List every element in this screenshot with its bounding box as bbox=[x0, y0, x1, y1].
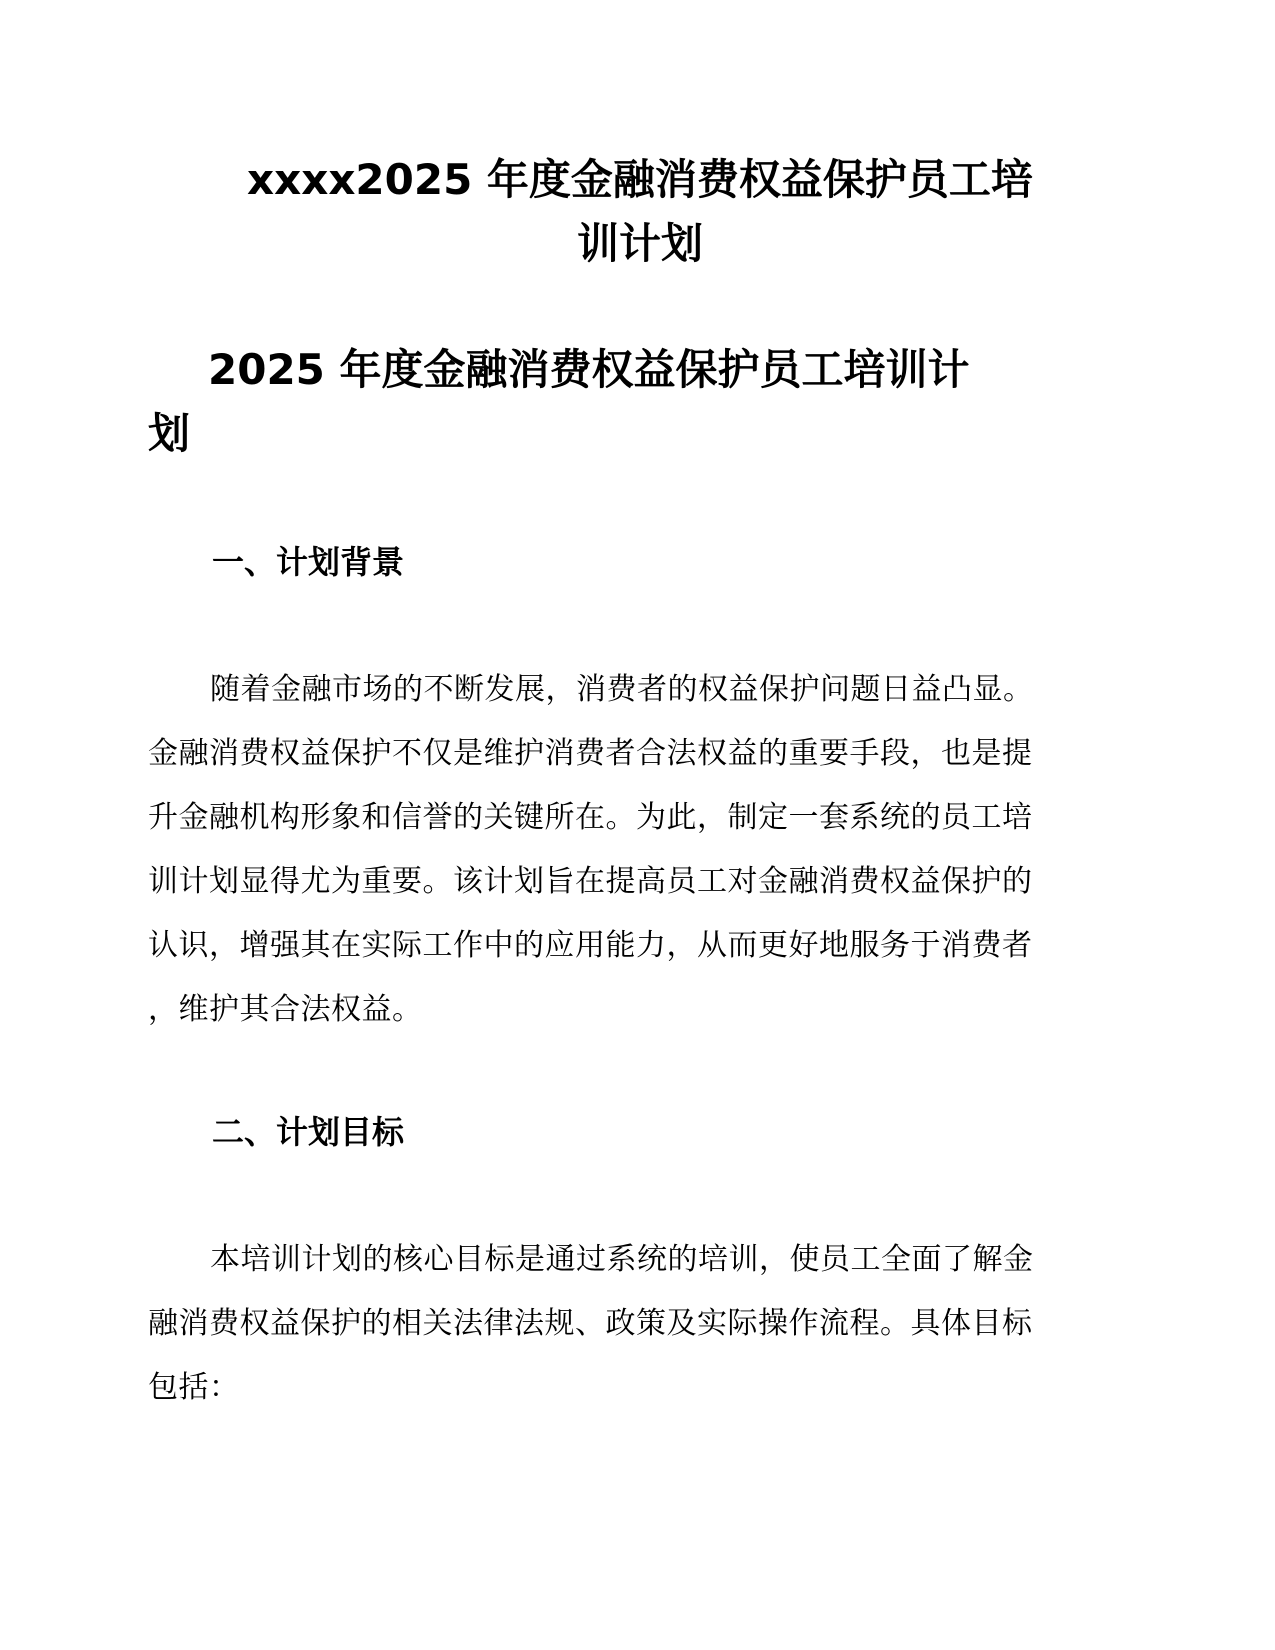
paragraph-line: ，维护其合法权益。 bbox=[148, 992, 423, 1027]
paragraph-line: 训计划显得尤为重要。该计划旨在提高员工对金融消费权益保护的 bbox=[148, 864, 1033, 899]
paragraph-line: 本培训计划的核心目标是通过系统的培训，使员工全面了解金 bbox=[210, 1242, 1034, 1277]
paragraph-line: 认识，增强其在实际工作中的应用能力，从而更好地服务于消费者 bbox=[148, 928, 1033, 963]
paragraph-line: 随着金融市场的不断发展，消费者的权益保护问题日益凸显。 bbox=[210, 672, 1034, 707]
section-paragraph-background bbox=[148, 658, 1068, 1042]
section-heading-objectives: 二、计划目标 bbox=[212, 1113, 405, 1151]
document-title-line-1: xxxx2025 年度金融消费权益保护员工培 bbox=[247, 155, 1033, 204]
document-subtitle-line-2: 划 bbox=[148, 409, 191, 458]
section-paragraph-objectives bbox=[148, 1228, 1068, 1420]
document-title bbox=[150, 148, 1130, 276]
paragraph-line: 升金融机构形象和信誉的关键所在。为此，制定一套系统的员工培 bbox=[148, 800, 1033, 835]
paragraph-line: 融消费权益保护的相关法律法规、政策及实际操作流程。具体目标 bbox=[148, 1306, 1033, 1341]
paragraph-line: 金融消费权益保护不仅是维护消费者合法权益的重要手段，也是提 bbox=[148, 736, 1033, 771]
document-subtitle-line-1: 2025 年度金融消费权益保护员工培训计 bbox=[208, 345, 970, 394]
document-title-line-2: 训计划 bbox=[576, 219, 703, 268]
section-heading-background: 一、计划背景 bbox=[212, 543, 405, 581]
document-subtitle bbox=[148, 338, 1088, 466]
paragraph-line: 包括： bbox=[148, 1370, 240, 1405]
